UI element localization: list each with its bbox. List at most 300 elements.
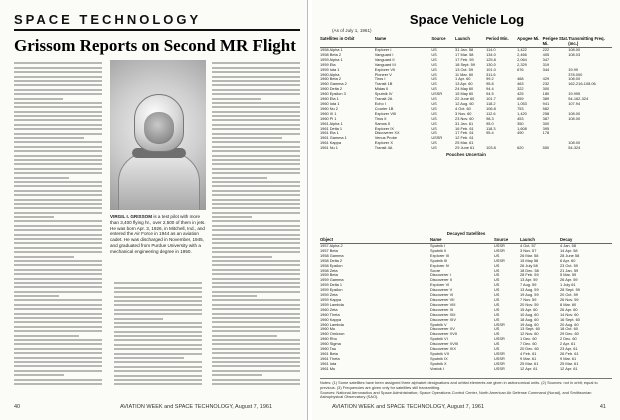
table-cell: 108.00 xyxy=(568,76,581,82)
text-line xyxy=(212,155,300,157)
table-cell: 26 Feb. 61 xyxy=(560,350,579,356)
text-line xyxy=(212,317,300,319)
table-cell: 1958 Beta 2 xyxy=(320,51,341,57)
column-header: Object xyxy=(320,237,334,242)
table-cell: 4 Oct. 57 xyxy=(520,243,536,248)
text-line xyxy=(14,177,69,179)
table-cell: Samos II xyxy=(374,120,391,126)
table-cell: 2 Dec. 60 xyxy=(560,336,577,342)
table-cell: 1960 Mu xyxy=(320,326,336,332)
table-cell: Pioneer V xyxy=(374,71,392,77)
table-cell: 2,329 xyxy=(517,61,527,67)
text-line xyxy=(212,247,300,249)
column-header: Apogee Mi. xyxy=(517,36,540,41)
footer-left: AVIATION WEEK and SPACE TECHNOLOGY, August 7, 1961 xyxy=(120,404,273,410)
text-line xyxy=(14,361,102,363)
table-row xyxy=(320,146,612,151)
table-cell: Sputnik X xyxy=(430,360,447,366)
table-cell: 1959 Gamma xyxy=(320,277,344,283)
text-line xyxy=(14,313,102,315)
table-cell: Transit 2A xyxy=(374,96,393,102)
table-cell: 1959 Delta 1 xyxy=(320,282,343,288)
text-line xyxy=(14,352,102,354)
table-cell: 1959 Iota 1 xyxy=(320,66,340,72)
text-line xyxy=(212,264,300,266)
table-cell: Tiros I xyxy=(374,76,386,82)
table-cell: US xyxy=(431,86,437,92)
table-cell: 1960 Nu 2 xyxy=(320,105,338,111)
text-line xyxy=(212,84,300,86)
table-cell: 94.4 xyxy=(486,86,494,92)
table-cell: USSR xyxy=(494,243,505,248)
table-cell: 1960 Theta xyxy=(320,311,340,317)
table-cell: 26 Nov. 59 xyxy=(560,296,579,302)
text-line xyxy=(114,322,202,324)
table-cell: 1960 Zeta xyxy=(320,306,338,312)
text-line xyxy=(114,318,163,320)
table-cell: 18 Sept. 59 xyxy=(455,61,475,67)
text-line xyxy=(14,146,102,148)
text-line xyxy=(14,379,102,381)
log-subtitle: (As of July 1, 1961) xyxy=(332,28,372,33)
table-cell: Discoverer XX xyxy=(374,130,400,136)
column-header: Period Min. xyxy=(486,36,509,41)
text-line xyxy=(14,278,102,280)
table-cell: 13 Apr. 59 xyxy=(520,277,538,283)
text-line xyxy=(212,177,267,179)
text-line xyxy=(212,71,300,73)
table-cell: 311.6 xyxy=(486,71,496,77)
text-line xyxy=(114,370,202,372)
table-cell: 1960 Gamma 2 xyxy=(320,81,347,87)
text-line xyxy=(14,304,102,306)
text-line xyxy=(14,330,102,332)
text-line xyxy=(212,115,300,117)
table-cell: 8 Mar. 60 xyxy=(560,301,577,307)
article-column-1 xyxy=(14,60,102,390)
text-line xyxy=(14,62,102,64)
table-cell: 17 Feb. 61 xyxy=(455,130,474,136)
table-cell: US xyxy=(431,61,437,67)
table-cell: Explorer I xyxy=(374,47,392,52)
table-cell: 1959 Alpha 1 xyxy=(320,56,343,62)
table-cell: Venus Probe xyxy=(374,135,398,141)
table-cell: Transit 1B xyxy=(374,81,393,87)
text-line xyxy=(14,163,102,165)
table-cell: 26 Mar. 58 xyxy=(520,252,539,258)
table-cell: 106.8 xyxy=(486,105,496,111)
table-cell: 7 Dec. 60 xyxy=(520,341,537,347)
table-cell: 108.03 xyxy=(568,51,581,57)
table-cell: Discoverer XIV xyxy=(430,316,456,322)
table-cell: 162-216-108.06 xyxy=(568,81,596,87)
text-line xyxy=(14,80,102,82)
table-cell: USSR xyxy=(494,360,505,366)
footer-right: AVIATION WEEK and SPACE TECHNOLOGY, August 7, 1961 xyxy=(332,404,485,410)
text-line xyxy=(212,256,272,258)
table-cell: 1 Apr. 60 xyxy=(455,76,471,82)
table-cell: Sputnik V xyxy=(430,321,447,327)
text-line xyxy=(14,295,59,297)
column-header: Perigee Stat. Mi. xyxy=(542,36,569,46)
table-cell: US xyxy=(431,125,437,131)
table-cell: US xyxy=(494,272,500,278)
table-cell: US xyxy=(494,292,500,298)
text-line xyxy=(14,76,102,78)
text-line xyxy=(14,357,102,359)
text-line xyxy=(212,163,300,165)
table-cell: 16 Feb. 61 xyxy=(455,125,474,131)
table-cell: 22 June 60 xyxy=(455,96,475,102)
table-cell: 12 Apr. 61 xyxy=(560,365,578,371)
column-header: Name xyxy=(430,237,442,242)
table-cell: 6 Apr. 60 xyxy=(560,257,576,263)
table-cell: 676 xyxy=(517,66,524,72)
text-line xyxy=(14,225,102,227)
text-line xyxy=(14,348,102,350)
table-cell: US xyxy=(494,282,500,288)
table-cell: 1957 Alpha 2 xyxy=(320,243,343,248)
text-line xyxy=(14,150,102,152)
text-line xyxy=(14,84,102,86)
table-cell: 1960 Eta 1 xyxy=(320,96,339,102)
table-cell: US xyxy=(494,331,500,337)
table-cell: 300 xyxy=(542,120,550,126)
text-line xyxy=(114,331,202,333)
table-cell: 550 xyxy=(542,145,550,151)
table-cell: 20 Oct. 59 xyxy=(560,292,578,298)
table-cell: 1,608 xyxy=(517,125,527,131)
table-cell: US xyxy=(494,326,500,332)
table-cell: Discoverer VIII xyxy=(430,301,456,307)
table-cell: 112.6 xyxy=(486,110,496,116)
text-line xyxy=(212,299,300,301)
table-cell: 1959 Kappa xyxy=(320,296,341,302)
table-cell: US xyxy=(494,306,500,312)
table-cell: US xyxy=(494,341,500,347)
table-cell: 4 Jan. 58 xyxy=(560,243,577,248)
table-cell: US xyxy=(431,130,437,136)
text-line xyxy=(114,309,202,311)
text-line xyxy=(14,291,102,293)
table-cell: 1961 Gamma 1 xyxy=(320,135,347,141)
text-line xyxy=(212,93,300,95)
table-cell: 14 Nov. 60 xyxy=(560,311,579,317)
text-line xyxy=(212,352,300,354)
table-cell: 1960 Beta 2 xyxy=(320,76,341,82)
table-cell: 54-162-324 xyxy=(568,96,589,102)
text-line xyxy=(212,379,300,381)
text-line xyxy=(14,335,79,337)
table-cell: Discoverer XIX xyxy=(430,346,456,352)
table-cell: 1958 Gamma xyxy=(320,252,344,258)
text-line xyxy=(212,238,300,240)
text-line xyxy=(14,137,84,139)
text-line xyxy=(212,159,300,161)
table-cell: Vanguard III xyxy=(374,61,396,67)
text-line xyxy=(212,207,300,209)
table-cell: 659 xyxy=(517,96,524,102)
table-cell: 350 xyxy=(517,120,524,126)
table-cell: 4 Oct. 60 xyxy=(455,105,471,111)
text-line xyxy=(114,379,202,381)
text-line xyxy=(14,89,102,91)
table-cell: Transit 4A xyxy=(374,145,393,151)
table-cell: 1961 Beta xyxy=(320,350,338,356)
table-cell: 24 May 60 xyxy=(455,86,474,92)
text-line xyxy=(212,291,300,293)
table-cell: 15 May 60 xyxy=(455,91,474,97)
table-cell: 1960 Xi 1 xyxy=(320,110,337,116)
table-cell: 178 xyxy=(542,130,550,136)
table-cell: 95.0 xyxy=(486,120,494,126)
text-line xyxy=(212,326,300,328)
table-cell: US xyxy=(494,277,500,283)
text-line xyxy=(212,133,300,135)
text-line xyxy=(212,260,300,262)
text-line xyxy=(14,155,102,157)
table-cell: 1958 Alpha 1 xyxy=(320,47,343,52)
text-line xyxy=(14,194,102,196)
text-line xyxy=(212,348,300,350)
table-cell: 18 Aug. 60 xyxy=(520,316,539,322)
text-line xyxy=(212,124,300,126)
text-line xyxy=(14,326,102,328)
table-cell: 1958 Epsilon xyxy=(320,262,343,268)
table-cell: 19.99 xyxy=(568,66,578,72)
table-cell: 54-324 xyxy=(568,145,581,151)
table-cell: USSR xyxy=(431,91,443,97)
text-line xyxy=(14,273,102,275)
text-line xyxy=(14,247,102,249)
text-line xyxy=(14,374,64,376)
table-cell: 222 xyxy=(542,47,550,52)
table-cell: 1958 Delta 2 xyxy=(320,257,343,263)
table-cell: 322 xyxy=(517,86,524,92)
table-cell: US xyxy=(431,47,437,52)
table-cell: 108.00 xyxy=(568,115,581,121)
table-cell: 11 Mar. 60 xyxy=(455,71,474,77)
column-header: Launch xyxy=(520,237,535,242)
column-header: Satellites in Orbit xyxy=(320,36,355,41)
table-cell: US xyxy=(494,267,500,273)
table-cell: 14 Apr. 58 xyxy=(560,247,578,253)
table-cell: 107.94 xyxy=(568,100,581,106)
text-line xyxy=(212,76,300,78)
table-cell: US xyxy=(494,287,500,293)
table-cell: 1961 Kappa xyxy=(320,140,341,146)
text-line xyxy=(114,348,202,350)
table-cell: USSR xyxy=(494,365,505,371)
text-line xyxy=(14,365,102,367)
text-line xyxy=(14,234,102,236)
table-cell: 12 Apr. 61 xyxy=(520,365,538,371)
text-line xyxy=(14,220,102,222)
text-line xyxy=(14,93,102,95)
text-line xyxy=(114,304,202,306)
table-cell: 108.00 xyxy=(568,47,581,52)
table-cell: 12 Feb. 61 xyxy=(455,135,474,141)
table-cell: US xyxy=(431,81,437,87)
table-cell: US xyxy=(494,262,500,268)
text-line xyxy=(212,172,300,174)
table-cell: 1961 Eta 1 xyxy=(320,130,339,136)
table-cell: Explorer X xyxy=(374,140,393,146)
text-line xyxy=(14,286,102,288)
table-cell: US xyxy=(494,346,500,352)
table-cell: 98.3 xyxy=(486,115,494,121)
table-cell: US xyxy=(431,66,437,72)
table-cell: US xyxy=(431,145,437,151)
table-cell: US xyxy=(431,76,437,82)
table-cell: 319 xyxy=(542,61,550,67)
table-cell: US xyxy=(431,105,437,111)
table-cell: 1 Dec. 60 xyxy=(520,336,537,342)
text-line xyxy=(212,273,300,275)
column-header: Transmitting Freq. (mc.) xyxy=(568,36,605,46)
text-line xyxy=(14,115,102,117)
text-line xyxy=(14,106,102,108)
text-line xyxy=(14,190,102,192)
decayed-title: Decayed Satellites xyxy=(446,231,486,236)
table-cell: Explorer VIII xyxy=(374,110,397,116)
table-cell: 13 Oct. 59 xyxy=(455,66,473,72)
text-line xyxy=(212,361,300,363)
text-line xyxy=(212,98,261,100)
text-line xyxy=(114,375,202,377)
table-cell: US xyxy=(431,51,437,57)
table-cell: Discoverer XI xyxy=(430,306,454,312)
table-cell: Sputnik III xyxy=(430,257,448,263)
table-cell: 13 Aug. 59 xyxy=(520,287,539,293)
table-cell: 9 Mar. 61 xyxy=(520,355,537,361)
table-cell: 23 Apr. 61 xyxy=(560,346,578,352)
table-cell: 7 Nov. 59 xyxy=(520,296,537,302)
text-line xyxy=(14,383,102,385)
table-cell: 389 xyxy=(542,96,550,102)
table-cell: 25 Mar. 61 xyxy=(455,140,474,146)
text-line xyxy=(114,287,202,289)
text-line xyxy=(14,168,102,170)
text-line xyxy=(212,203,300,205)
table-cell: Discoverer XV xyxy=(430,326,455,332)
table-cell: USSR xyxy=(494,257,505,263)
table-cell: 1960 Delta 2 xyxy=(320,86,343,92)
text-line xyxy=(114,282,202,284)
table-cell: Discoverer XIII xyxy=(430,311,456,317)
table-cell: 18 Dec. 58 xyxy=(520,267,539,273)
text-line xyxy=(212,282,300,284)
table-cell: 3 Nov. 60 xyxy=(455,110,472,116)
text-line xyxy=(212,383,300,385)
article-column-3 xyxy=(212,60,300,390)
table-cell: 15 May 58 xyxy=(520,257,539,263)
table-cell: 941 xyxy=(542,100,550,106)
caption-text: is a test pilot with more than 3,400 flying hr., over 2,500 of them in jets. He was born Apr. 3, 1926, in Mitchell, Ind., and entered the Air Force in 1944 as an aviation cadet. He was discharged in November, 1945, and graduated from Purdue University with a mechanical engineering degree in 1950. xyxy=(110,214,206,254)
table-cell: 95.8 xyxy=(486,81,494,87)
article-column-2 xyxy=(114,280,202,390)
text-line xyxy=(114,335,202,337)
text-line xyxy=(212,128,300,130)
text-line xyxy=(14,71,102,73)
table-cell: 1961 Delta 1 xyxy=(320,125,343,131)
table-cell: 95.4 xyxy=(486,130,494,136)
table-cell: Discoverer XVIII xyxy=(430,341,459,347)
text-line xyxy=(14,159,102,161)
table-cell: 1961 Iota xyxy=(320,360,337,366)
table-cell: 28 Feb. 59 xyxy=(520,272,539,278)
text-line xyxy=(114,291,202,293)
table-cell: 19.995 xyxy=(568,91,581,97)
table-cell: 101.7 xyxy=(486,96,496,102)
table-cell: 1960 Rho xyxy=(320,336,337,342)
table-cell: 31 Jan. 61 xyxy=(455,120,474,126)
table-cell: 1957 Beta xyxy=(320,247,338,253)
text-line xyxy=(212,234,300,236)
table-cell: 1,422 xyxy=(517,47,527,52)
text-line xyxy=(114,366,202,368)
table-cell: 300 xyxy=(542,86,550,92)
table-subhead: Pouches Uncertain xyxy=(446,152,486,158)
table-cell: 1959 Epsilon xyxy=(320,287,343,293)
text-line xyxy=(14,181,102,183)
text-line xyxy=(114,361,202,363)
text-line xyxy=(14,199,102,201)
text-line xyxy=(212,357,300,359)
table-cell: Score xyxy=(430,267,441,273)
table-cell: 4 Feb. 61 xyxy=(520,350,537,356)
text-line xyxy=(114,383,202,385)
table-cell: Sputnik VI xyxy=(430,336,448,342)
text-line xyxy=(212,220,300,222)
table-cell: US xyxy=(494,252,500,258)
table-cell: 19 Aug. 60 xyxy=(520,321,539,327)
text-line xyxy=(212,190,300,192)
text-line xyxy=(212,330,300,332)
table-cell: US xyxy=(431,96,437,102)
text-line xyxy=(14,128,102,130)
caption-title: VIRGIL I. GRISSOM xyxy=(110,214,153,219)
table-cell: Courier 1B xyxy=(374,105,394,111)
table-cell: 405 xyxy=(542,51,550,57)
text-line xyxy=(114,296,202,298)
table-cell: USSR xyxy=(494,321,505,327)
table-cell: 1960 Epsilon 3 xyxy=(320,91,346,97)
table-cell: 1959 Beta xyxy=(320,272,338,278)
table-cell: 1960 Kappa xyxy=(320,316,341,322)
table-cell: 10 Aug. 60 xyxy=(520,311,539,317)
table-cell: 1960 Sigma xyxy=(320,341,341,347)
text-line xyxy=(14,321,102,323)
text-line xyxy=(212,313,300,315)
text-line xyxy=(212,365,300,367)
table-cell: 118.2 xyxy=(486,100,496,106)
text-line xyxy=(212,308,300,310)
table-cell: 16 Sept. 60 xyxy=(560,316,580,322)
table-cell: Sputnik VII xyxy=(430,350,449,356)
text-line xyxy=(212,286,300,288)
table-cell: 1961 Mu xyxy=(320,365,336,371)
text-line xyxy=(14,370,102,372)
table-cell: 108.00 xyxy=(568,110,581,116)
table-cell: 99.2 xyxy=(486,76,494,82)
text-line xyxy=(212,119,300,121)
text-line xyxy=(212,229,300,231)
table-cell: 20 Dec. 60 xyxy=(520,346,539,352)
text-line xyxy=(212,374,262,376)
text-line xyxy=(212,343,300,345)
table-cell: Vostok I xyxy=(430,365,444,371)
